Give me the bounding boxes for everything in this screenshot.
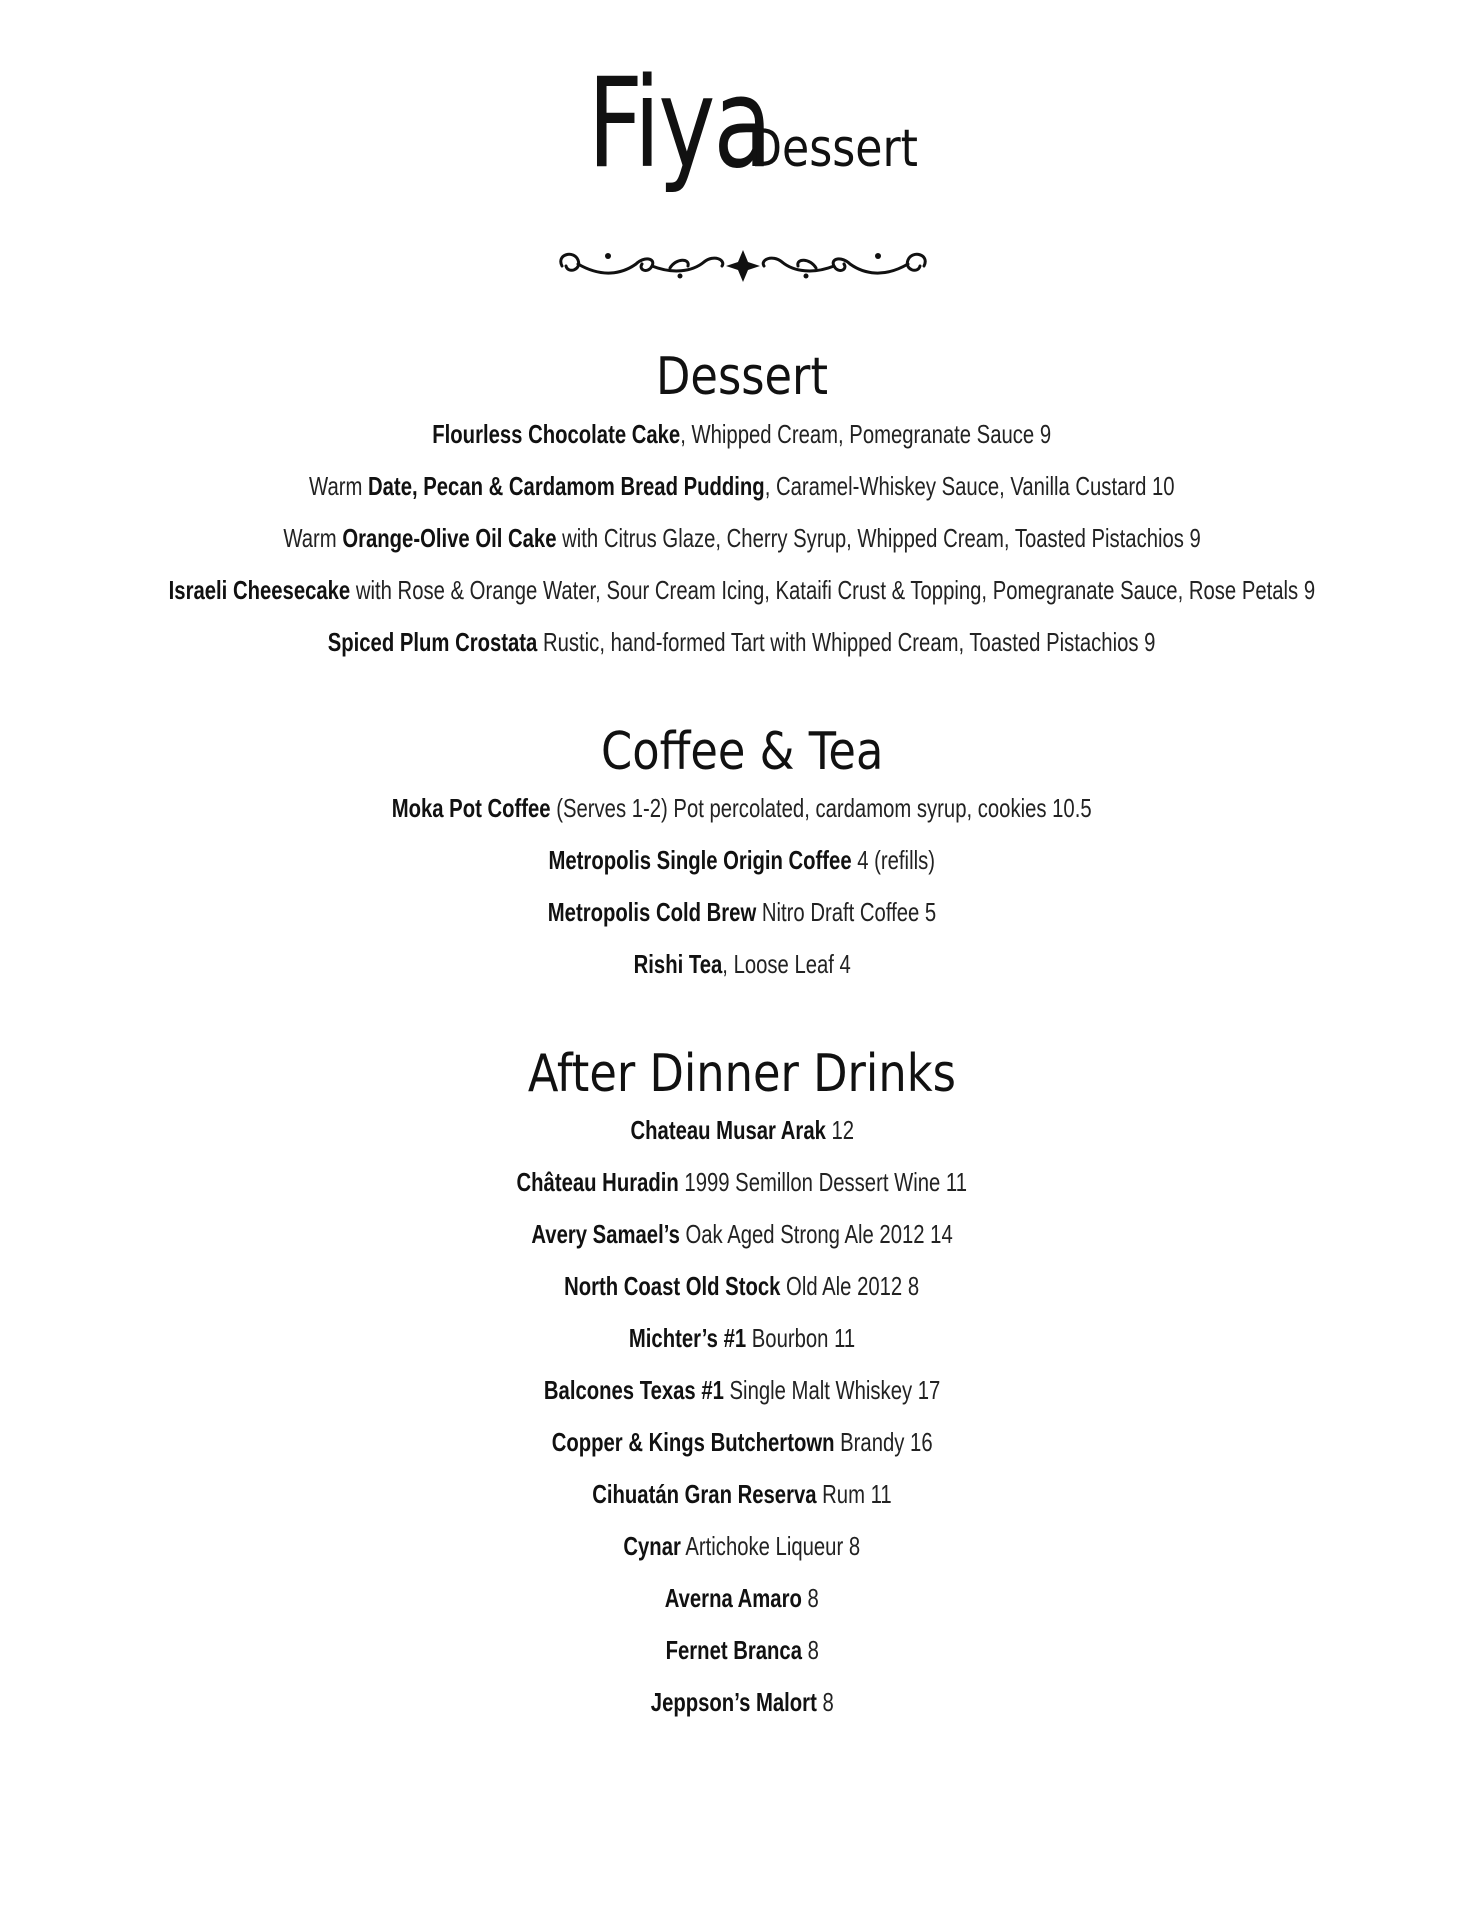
menu-item: Israeli Cheesecake with Rose & Orange Water, Sour Cream Icing, Kataifi Crust & Topping, Pomegranate Sauce, Rose Petals 9 <box>168 575 1316 605</box>
menu-item: Metropolis Single Origin Coffee 4 (refills) <box>548 845 936 875</box>
menu-item: Fernet Branca 8 <box>665 1635 819 1665</box>
menu-item: Michter’s #1 Bourbon 11 <box>628 1323 856 1353</box>
menu-item: Spiced Plum Crostata Rustic, hand-formed Tart with Whipped Cream, Toasted Pistachios 9 <box>328 627 1156 657</box>
dessert-list <box>0 408 1484 668</box>
menu-subtitle: Dessert <box>748 119 919 179</box>
menu-item: Warm Date, Pecan & Cardamom Bread Pudding, Caramel-Whiskey Sauce, Vanilla Custard 10 <box>309 471 1175 501</box>
menu-item: Château Huradin 1999 Semillon Dessert Wine 11 <box>516 1167 968 1197</box>
menu-item: Cynar Artichoke Liqueur 8 <box>623 1531 861 1561</box>
menu-item: Chateau Musar Arak 12 <box>630 1115 854 1145</box>
menu-item: Rishi Tea, Loose Leaf 4 <box>633 949 851 979</box>
section-title-after-dinner-drinks: After Dinner Drinks <box>527 1044 957 1104</box>
masthead <box>0 52 1484 196</box>
menu-item: Copper & Kings Butchertown Brandy 16 <box>551 1427 933 1457</box>
section-title-dessert: Dessert <box>655 347 828 407</box>
section-title-coffee-tea: Coffee & Tea <box>600 722 884 782</box>
menu-item: Jeppson’s Malort 8 <box>650 1687 834 1717</box>
menu-item: Avery Samael’s Oak Aged Strong Ale 2012 14 <box>531 1219 953 1249</box>
menu-item: Balcones Texas #1 Single Malt Whiskey 17 <box>543 1375 941 1405</box>
menu-item: Moka Pot Coffee (Serves 1-2) Pot percolated, cardamom syrup, cookies 10.5 <box>392 793 1092 823</box>
menu-item: Cihuatán Gran Reserva Rum 11 <box>592 1479 892 1509</box>
after-dinner-drinks-list <box>0 1104 1484 1728</box>
menu-item: Averna Amaro 8 <box>664 1583 820 1613</box>
coffee-tea-list <box>0 782 1484 990</box>
flourish-divider-icon <box>552 244 934 288</box>
menu-item: Warm Orange-Olive Oil Cake with Citrus Glaze, Cherry Syrup, Whipped Cream, Toasted Pistachios 9 <box>283 523 1201 553</box>
menu-item: Metropolis Cold Brew Nitro Draft Coffee 5 <box>547 897 937 927</box>
menu-item: North Coast Old Stock Old Ale 2012 8 <box>564 1271 920 1301</box>
menu-item: Flourless Chocolate Cake, Whipped Cream, Pomegranate Sauce 9 <box>432 419 1052 449</box>
restaurant-name: Fiya <box>587 52 771 196</box>
